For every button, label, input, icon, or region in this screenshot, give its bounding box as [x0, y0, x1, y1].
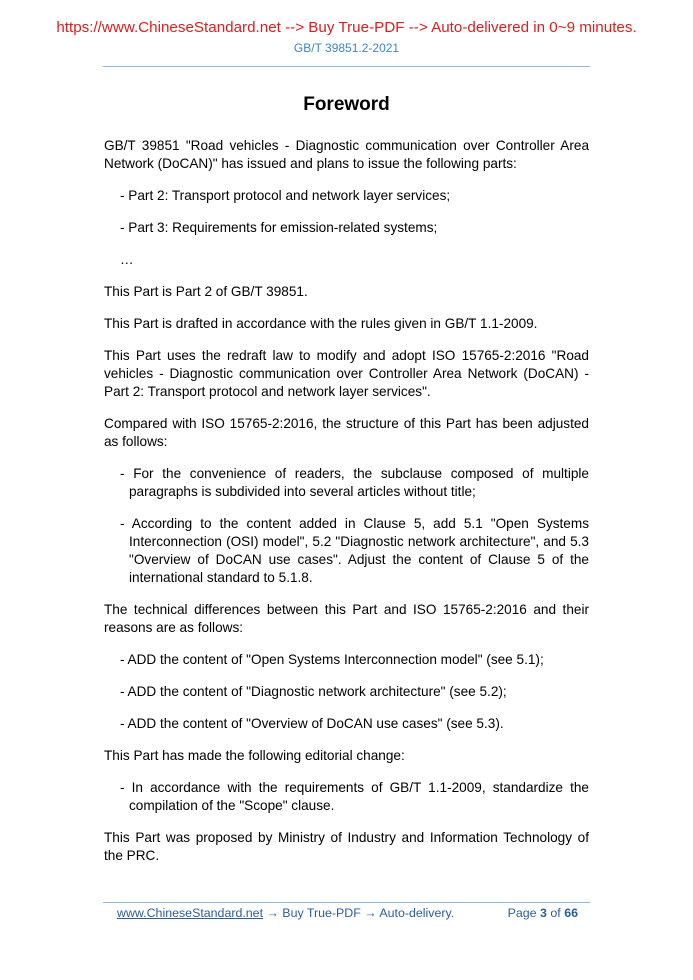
- list-item: - ADD the content of "Open Systems Interconnection model" (see 5.1);: [120, 652, 544, 667]
- paragraph: This Part is Part 2 of GB/T 39851.: [104, 284, 308, 299]
- page-title: Foreword: [303, 94, 390, 115]
- footer-divider: [103, 902, 590, 903]
- list-item: - Part 3: Requirements for emission-related systems;: [120, 220, 438, 235]
- paragraph: This Part was proposed by Ministry of Industry and Information Technology of the PRC.: [104, 830, 589, 863]
- footer-text: → Buy True-PDF → Auto-delivery.: [263, 906, 455, 920]
- page-of: of: [550, 906, 561, 920]
- footer: [117, 906, 578, 920]
- paragraph: This Part has made the following editorial change:: [104, 748, 405, 763]
- paragraph: The technical differences between this Part and ISO 15765-2:2016 and their reasons are as follows:: [104, 602, 589, 635]
- list-item: - In accordance with the requirements of GB/T 1.1-2009, standardize the compilation of the "Scope" clause.: [120, 780, 589, 813]
- header-divider: [103, 66, 590, 67]
- list-item: - For the convenience of readers, the subclause composed of multiple paragraphs is subdivided into several articles without title;: [120, 466, 589, 499]
- document-body: [104, 137, 589, 879]
- page-total: 66: [564, 906, 578, 920]
- paragraph: This Part is drafted in accordance with the rules given in GB/T 1.1-2009.: [104, 316, 538, 331]
- page-indicator: [508, 906, 578, 920]
- list-item: - ADD the content of "Overview of DoCAN use cases" (see 5.3).: [120, 716, 504, 731]
- footer-site-link[interactable]: www.ChineseStandard.net: [117, 906, 264, 920]
- footer-links: [117, 906, 454, 920]
- top-banner-link[interactable]: https://www.ChineseStandard.net --> Buy True-PDF --> Auto-delivered in 0~9 minutes.: [56, 19, 637, 36]
- page-label: Page: [507, 906, 537, 920]
- list-item: …: [120, 252, 134, 267]
- list-item: - According to the content added in Clause 5, add 5.1 "Open Systems Interconnection (OSI) model", 5.2 "Diagnostic network architecture", and 5.3 "Overview of DoCAN use cases". Adjust the content of Clause 5 of the international standard to 5.1.8.: [120, 516, 589, 585]
- list-item: - Part 2: Transport protocol and network layer services;: [120, 188, 451, 203]
- list-item: - ADD the content of "Diagnostic network architecture" (see 5.2);: [120, 684, 507, 699]
- document-code: GB/T 39851.2-2021: [293, 41, 400, 55]
- paragraph: GB/T 39851 "Road vehicles - Diagnostic communication over Controller Area Network (DoCAN)" has issued and plans to issue the following parts:: [104, 138, 589, 171]
- page-current: 3: [540, 906, 547, 920]
- paragraph: This Part uses the redraft law to modify and adopt ISO 15765-2:2016 "Road vehicles - Diagnostic communication over Controller Area Network (DoCAN) - Part 2: Transport protocol and network layer services".: [104, 348, 589, 399]
- paragraph: Compared with ISO 15765-2:2016, the structure of this Part has been adjusted as follows:: [104, 416, 589, 449]
